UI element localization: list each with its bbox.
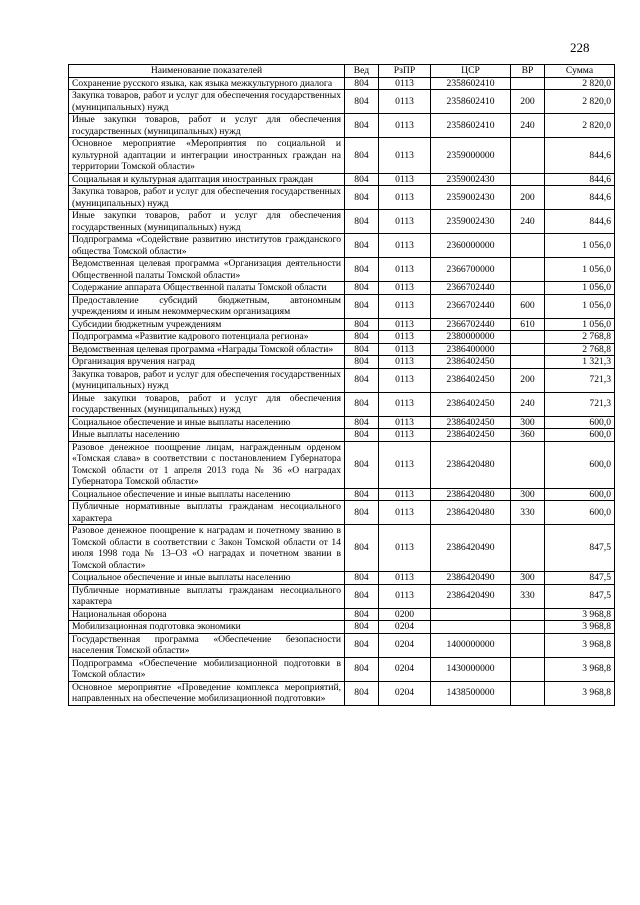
cell-rzpr: 0113 — [379, 318, 431, 331]
cell-csr: 2386402450 — [431, 356, 511, 369]
cell-vr: 330 — [511, 584, 545, 608]
cell-csr: 2386420490 — [431, 572, 511, 585]
header-vr: ВР — [511, 65, 545, 78]
cell-ved: 804 — [345, 186, 379, 210]
cell-rzpr: 0113 — [379, 90, 431, 114]
cell-vr — [511, 173, 545, 186]
table-row — [69, 282, 615, 295]
cell-csr: 1400000000 — [431, 633, 511, 657]
cell-name: Закупка товаров, работ и услуг для обеспечения государственных (муниципальных) нужд — [69, 186, 345, 210]
table-row — [69, 416, 615, 429]
table-row — [69, 501, 615, 525]
table-row — [69, 584, 615, 608]
cell-vr — [511, 138, 545, 174]
table-row — [69, 525, 615, 572]
cell-rzpr: 0113 — [379, 282, 431, 295]
cell-sum: 1 321,3 — [545, 356, 615, 369]
cell-csr — [431, 608, 511, 621]
cell-csr: 2358602410 — [431, 90, 511, 114]
cell-sum: 847,5 — [545, 525, 615, 572]
cell-vr: 200 — [511, 90, 545, 114]
cell-rzpr: 0204 — [379, 681, 431, 705]
cell-name: Сохранение русского языка, как языка межкультурного диалога — [69, 77, 345, 90]
cell-name: Иные закупки товаров, работ и услуг для обеспечения государственных (муниципальных) нужд — [69, 392, 345, 416]
cell-ved: 804 — [345, 621, 379, 634]
cell-ved: 804 — [345, 173, 379, 186]
cell-rzpr: 0113 — [379, 294, 431, 318]
cell-sum: 1 056,0 — [545, 318, 615, 331]
cell-ved: 804 — [345, 234, 379, 258]
cell-rzpr: 0113 — [379, 584, 431, 608]
cell-rzpr: 0113 — [379, 429, 431, 442]
cell-csr: 2366702440 — [431, 318, 511, 331]
header-ved: Вед — [345, 65, 379, 78]
cell-rzpr: 0113 — [379, 488, 431, 501]
cell-rzpr: 0204 — [379, 633, 431, 657]
cell-csr: 2359000000 — [431, 138, 511, 174]
cell-sum: 1 056,0 — [545, 282, 615, 295]
cell-rzpr: 0113 — [379, 356, 431, 369]
cell-ved: 804 — [345, 138, 379, 174]
cell-csr: 2359002430 — [431, 210, 511, 234]
cell-vr — [511, 633, 545, 657]
cell-ved: 804 — [345, 114, 379, 138]
cell-name: Разовое денежное поощрение лицам, награжденным орденом «Томская слава» в соответствии с постановлением Губернатора Томской области от 1 апреля 2013 года № 36 «О наградах Губернатора Томской области» — [69, 441, 345, 488]
cell-name: Разовое денежное поощрение к наградам и почетному званию в Томской области в соответствии с Закон Томской области от 14 июля 1998 года № 13–ОЗ «О наградах и почетном звании в Томской области» — [69, 525, 345, 572]
cell-ved: 804 — [345, 416, 379, 429]
cell-ved: 804 — [345, 77, 379, 90]
cell-sum: 3 968,8 — [545, 621, 615, 634]
table-row — [69, 343, 615, 356]
cell-vr — [511, 681, 545, 705]
cell-sum: 3 968,8 — [545, 657, 615, 681]
cell-ved: 804 — [345, 356, 379, 369]
cell-name: Основное мероприятие «Проведение комплекса мероприятий, направленных на обеспечение мобилизационной подготовки» — [69, 681, 345, 705]
table-row — [69, 331, 615, 344]
cell-name: Закупка товаров, работ и услуг для обеспечения государственных (муниципальных) нужд — [69, 90, 345, 114]
cell-rzpr: 0204 — [379, 621, 431, 634]
cell-csr: 2366702440 — [431, 294, 511, 318]
cell-name: Социальная и культурная адаптация иностранных граждан — [69, 173, 345, 186]
cell-name: Ведомственная целевая программа «Награды Томской области» — [69, 343, 345, 356]
cell-sum: 600,0 — [545, 501, 615, 525]
cell-sum: 3 968,8 — [545, 681, 615, 705]
cell-ved: 804 — [345, 584, 379, 608]
cell-csr: 2358602410 — [431, 114, 511, 138]
cell-ved: 804 — [345, 331, 379, 344]
cell-csr: 2386420480 — [431, 501, 511, 525]
table-row — [69, 356, 615, 369]
table-row — [69, 657, 615, 681]
cell-ved: 804 — [345, 608, 379, 621]
table-row — [69, 608, 615, 621]
cell-sum: 721,3 — [545, 392, 615, 416]
cell-sum: 2 820,0 — [545, 77, 615, 90]
cell-rzpr: 0113 — [379, 441, 431, 488]
cell-csr: 2366702440 — [431, 282, 511, 295]
table-row — [69, 77, 615, 90]
cell-sum: 2 768,8 — [545, 331, 615, 344]
cell-ved: 804 — [345, 392, 379, 416]
table-row — [69, 210, 615, 234]
cell-ved: 804 — [345, 282, 379, 295]
cell-sum: 844,6 — [545, 173, 615, 186]
cell-ved: 804 — [345, 441, 379, 488]
table-row — [69, 173, 615, 186]
cell-csr: 2366700000 — [431, 258, 511, 282]
cell-rzpr: 0204 — [379, 657, 431, 681]
cell-vr: 200 — [511, 186, 545, 210]
cell-vr — [511, 525, 545, 572]
cell-sum: 3 968,8 — [545, 633, 615, 657]
cell-sum: 600,0 — [545, 416, 615, 429]
budget-table — [68, 64, 615, 706]
cell-vr: 300 — [511, 572, 545, 585]
cell-rzpr: 0113 — [379, 525, 431, 572]
cell-name: Иные выплаты населению — [69, 429, 345, 442]
cell-ved: 804 — [345, 429, 379, 442]
cell-name: Закупка товаров, работ и услуг для обеспечения государственных (муниципальных) нужд — [69, 368, 345, 392]
cell-csr: 2386402450 — [431, 368, 511, 392]
cell-csr: 2386402450 — [431, 416, 511, 429]
table-body — [69, 77, 615, 705]
header-csr: ЦСР — [431, 65, 511, 78]
cell-rzpr: 0113 — [379, 331, 431, 344]
cell-vr: 360 — [511, 429, 545, 442]
cell-vr: 240 — [511, 392, 545, 416]
cell-vr — [511, 77, 545, 90]
cell-ved: 804 — [345, 90, 379, 114]
cell-csr: 1430000000 — [431, 657, 511, 681]
cell-sum: 2 820,0 — [545, 90, 615, 114]
cell-vr: 300 — [511, 416, 545, 429]
cell-sum: 2 820,0 — [545, 114, 615, 138]
cell-rzpr: 0113 — [379, 234, 431, 258]
table-row — [69, 621, 615, 634]
cell-vr — [511, 258, 545, 282]
cell-sum: 844,6 — [545, 210, 615, 234]
cell-csr: 2380000000 — [431, 331, 511, 344]
cell-csr: 2386402450 — [431, 392, 511, 416]
cell-ved: 804 — [345, 368, 379, 392]
cell-name: Ведомственная целевая программа «Организация деятельности Общественной палаты Томской области» — [69, 258, 345, 282]
cell-ved: 804 — [345, 488, 379, 501]
table-row — [69, 368, 615, 392]
cell-name: Публичные нормативные выплаты гражданам несоциального характера — [69, 501, 345, 525]
cell-name: Подпрограмма «Обеспечение мобилизационной подготовки в Томской области» — [69, 657, 345, 681]
cell-csr: 2386420490 — [431, 584, 511, 608]
cell-vr — [511, 331, 545, 344]
cell-name: Подпрограмма «Развитие кадрового потенциала региона» — [69, 331, 345, 344]
cell-name: Организация вручения наград — [69, 356, 345, 369]
cell-csr: 2359002430 — [431, 186, 511, 210]
cell-ved: 804 — [345, 210, 379, 234]
cell-rzpr: 0113 — [379, 210, 431, 234]
cell-vr: 330 — [511, 501, 545, 525]
header-name: Наименование показателей — [69, 65, 345, 78]
cell-rzpr: 0200 — [379, 608, 431, 621]
cell-vr: 300 — [511, 488, 545, 501]
page-number: 228 — [570, 40, 590, 55]
cell-sum: 721,3 — [545, 368, 615, 392]
cell-csr: 2359002430 — [431, 173, 511, 186]
cell-ved: 804 — [345, 343, 379, 356]
cell-csr: 2386420480 — [431, 441, 511, 488]
cell-csr: 2358602410 — [431, 77, 511, 90]
cell-name: Иные закупки товаров, работ и услуг для обеспечения государственных (муниципальных) нужд — [69, 210, 345, 234]
cell-vr — [511, 657, 545, 681]
cell-name: Иные закупки товаров, работ и услуг для обеспечения государственных (муниципальных) нужд — [69, 114, 345, 138]
cell-sum: 600,0 — [545, 488, 615, 501]
table-row — [69, 318, 615, 331]
cell-rzpr: 0113 — [379, 368, 431, 392]
cell-name: Социальное обеспечение и иные выплаты населению — [69, 416, 345, 429]
cell-name: Субсидии бюджетным учреждениям — [69, 318, 345, 331]
table-row — [69, 294, 615, 318]
header-rzpr: РзПР — [379, 65, 431, 78]
cell-sum: 844,6 — [545, 138, 615, 174]
cell-name: Социальное обеспечение и иные выплаты населению — [69, 488, 345, 501]
cell-rzpr: 0113 — [379, 258, 431, 282]
cell-vr — [511, 441, 545, 488]
cell-rzpr: 0113 — [379, 77, 431, 90]
cell-rzpr: 0113 — [379, 343, 431, 356]
cell-vr: 610 — [511, 318, 545, 331]
cell-csr: 2360000000 — [431, 234, 511, 258]
cell-sum: 844,6 — [545, 186, 615, 210]
cell-ved: 804 — [345, 525, 379, 572]
table-row — [69, 114, 615, 138]
cell-vr — [511, 621, 545, 634]
cell-rzpr: 0113 — [379, 186, 431, 210]
cell-ved: 804 — [345, 633, 379, 657]
cell-ved: 804 — [345, 657, 379, 681]
cell-vr: 240 — [511, 114, 545, 138]
table-row — [69, 90, 615, 114]
cell-name: Основное мероприятие «Мероприятия по социальной и культурной адаптации и интеграции иностранных граждан на территории Томской области» — [69, 138, 345, 174]
cell-ved: 804 — [345, 294, 379, 318]
cell-name: Национальная оборона — [69, 608, 345, 621]
cell-ved: 804 — [345, 318, 379, 331]
cell-name: Подпрограмма «Содействие развитию институтов гражданского общества Томской области» — [69, 234, 345, 258]
table-row — [69, 441, 615, 488]
cell-sum: 600,0 — [545, 429, 615, 442]
table-row — [69, 681, 615, 705]
table-row — [69, 258, 615, 282]
cell-sum: 1 056,0 — [545, 234, 615, 258]
cell-csr — [431, 621, 511, 634]
cell-sum: 847,5 — [545, 572, 615, 585]
cell-vr — [511, 343, 545, 356]
header-sum: Сумма — [545, 65, 615, 78]
cell-csr: 2386420490 — [431, 525, 511, 572]
table-row — [69, 429, 615, 442]
cell-rzpr: 0113 — [379, 138, 431, 174]
cell-csr: 2386420480 — [431, 488, 511, 501]
cell-vr — [511, 356, 545, 369]
cell-sum: 847,5 — [545, 584, 615, 608]
cell-csr: 2386402450 — [431, 429, 511, 442]
cell-vr — [511, 608, 545, 621]
table-header-row — [69, 65, 615, 78]
cell-vr: 200 — [511, 368, 545, 392]
cell-name: Публичные нормативные выплаты гражданам несоциального характера — [69, 584, 345, 608]
table-row — [69, 488, 615, 501]
cell-vr — [511, 234, 545, 258]
cell-name: Мобилизационная подготовка экономики — [69, 621, 345, 634]
cell-sum: 3 968,8 — [545, 608, 615, 621]
cell-sum: 1 056,0 — [545, 294, 615, 318]
cell-name: Предоставление субсидий бюджетным, автономным учреждениям и иным некоммерческим организациям — [69, 294, 345, 318]
cell-vr: 240 — [511, 210, 545, 234]
cell-ved: 804 — [345, 681, 379, 705]
cell-sum: 2 768,8 — [545, 343, 615, 356]
cell-csr: 1438500000 — [431, 681, 511, 705]
table-row — [69, 186, 615, 210]
cell-vr — [511, 282, 545, 295]
cell-name: Социальное обеспечение и иные выплаты населению — [69, 572, 345, 585]
cell-sum: 600,0 — [545, 441, 615, 488]
table-row — [69, 572, 615, 585]
table-row — [69, 234, 615, 258]
cell-ved: 804 — [345, 501, 379, 525]
cell-ved: 804 — [345, 258, 379, 282]
cell-rzpr: 0113 — [379, 501, 431, 525]
cell-sum: 1 056,0 — [545, 258, 615, 282]
cell-rzpr: 0113 — [379, 392, 431, 416]
cell-csr: 2386400000 — [431, 343, 511, 356]
cell-rzpr: 0113 — [379, 572, 431, 585]
table-row — [69, 392, 615, 416]
cell-rzpr: 0113 — [379, 173, 431, 186]
table-row — [69, 138, 615, 174]
cell-rzpr: 0113 — [379, 416, 431, 429]
cell-ved: 804 — [345, 572, 379, 585]
cell-name: Содержание аппарата Общественной палаты Томской области — [69, 282, 345, 295]
cell-rzpr: 0113 — [379, 114, 431, 138]
cell-vr: 600 — [511, 294, 545, 318]
table-row — [69, 633, 615, 657]
cell-name: Государственная программа «Обеспечение безопасности населения Томской области» — [69, 633, 345, 657]
